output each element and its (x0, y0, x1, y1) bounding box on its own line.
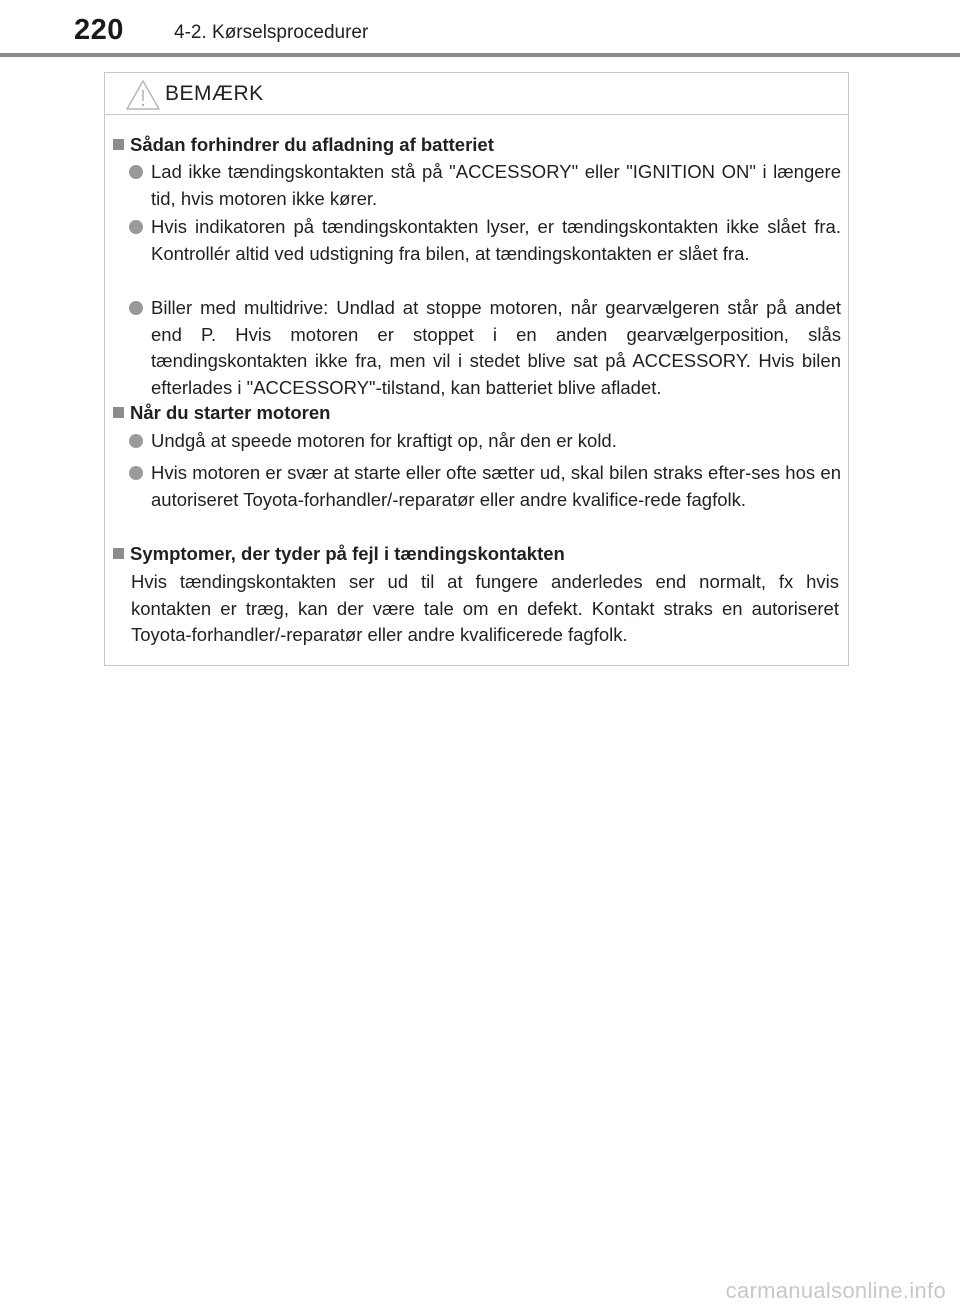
list-item (129, 428, 841, 455)
bullet-dot-icon (129, 301, 143, 315)
square-bullet-icon (113, 139, 124, 150)
notice-header (105, 73, 848, 115)
heading-text: Symptomer, der tyder på fejl i tændingskontakten (130, 543, 565, 564)
notice-box (104, 72, 849, 666)
list-item (129, 295, 841, 401)
bullet-dot-icon (129, 220, 143, 234)
list-item (129, 159, 841, 212)
heading-text: Når du starter motoren (130, 402, 331, 423)
list-item-text: Lad ikke tændingskontakten stå på "ACCESSORY" eller "IGNITION ON" i længere tid, hvis motoren ikke kører. (151, 161, 841, 209)
list-item-text: Hvis indikatoren på tændingskontakten lyser, er tændingskontakten ikke slået fra. Kontrollér altid ved udstigning fra bilen, at tændingskontakten er slået fra. (151, 216, 841, 264)
heading-text: Sådan forhindrer du afladning af batteriet (130, 134, 494, 155)
page-number: 220 (74, 14, 124, 46)
section-heading (113, 543, 565, 565)
header-divider (0, 53, 960, 57)
list-item (129, 214, 841, 267)
square-bullet-icon (113, 548, 124, 559)
warning-triangle-icon (125, 79, 161, 111)
bullet-dot-icon (129, 165, 143, 179)
section-heading (113, 134, 494, 156)
notice-title: BEMÆRK (165, 82, 264, 105)
list-item-text: Undgå at speede motoren for kraftigt op, når den er kold. (151, 430, 617, 451)
list-item-text: Biller med multidrive: Undlad at stoppe motoren, når gearvælgeren står på andet end P. Hvis motoren er stoppet i en anden gearvælgerposition, slås tændingskontakten ikke fra, men vil i stedet blive sat på ACCESSORY. Hvis bilen efterlades i "ACCESSORY"-tilstand, kan batteriet blive afladet. (151, 297, 841, 398)
section-title: 4-2. Kørselsprocedurer (174, 22, 369, 43)
list-item-text: Hvis motoren er svær at starte eller ofte sætter ud, skal bilen straks efter-ses hos en autoriseret Toyota-forhandler/-reparatør eller andre kvalifice-rede fagfolk. (151, 462, 841, 510)
bullet-dot-icon (129, 466, 143, 480)
square-bullet-icon (113, 407, 124, 418)
section-heading (113, 402, 330, 424)
bullet-dot-icon (129, 434, 143, 448)
list-item (129, 460, 841, 513)
watermark: carmanualsonline.info (725, 1278, 946, 1303)
section-paragraph: Hvis tændingskontakten ser ud til at fungere anderledes end normalt, fx hvis kontakten er træg, kan der være tale om en defekt. Kontakt straks en autoriseret Toyota-forhandler/-reparatør eller andre kvalificerede fagfolk. (131, 571, 839, 645)
